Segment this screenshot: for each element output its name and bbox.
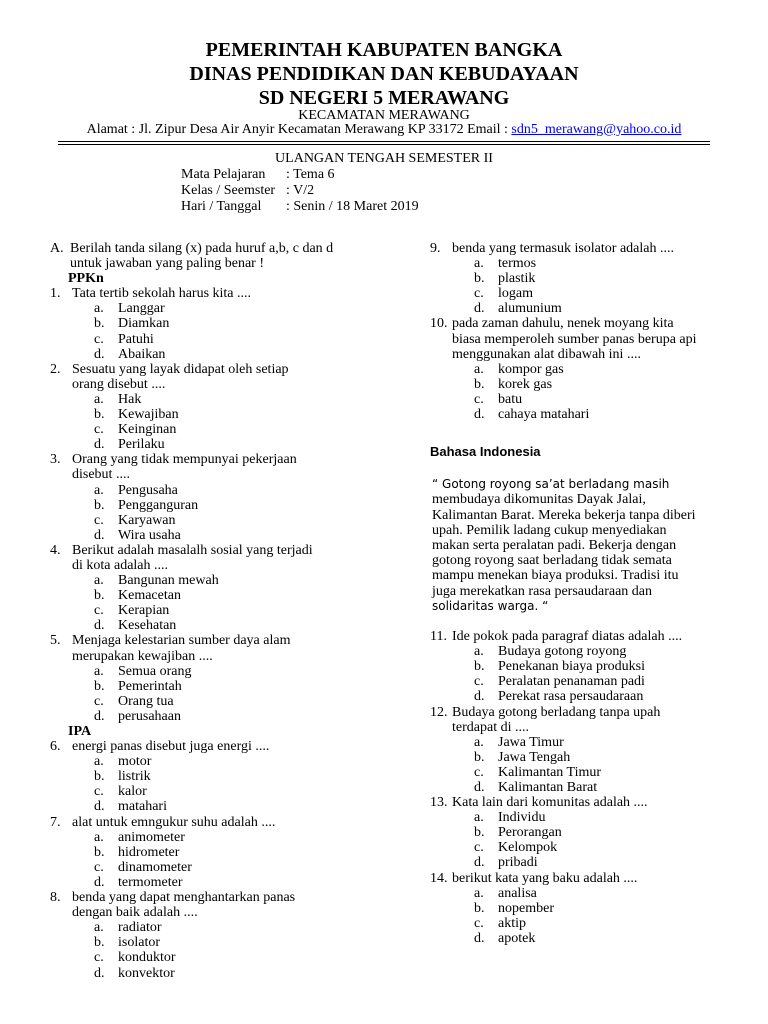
option-text: Diamkan [118,316,170,332]
answer-option[interactable] [50,845,380,860]
question-text: Menjaga kelestarian sumber daya alam [72,633,291,649]
option-letter: c. [474,391,484,407]
option-letter: c. [94,422,104,438]
option-letter: a. [94,829,104,845]
answer-option[interactable] [50,966,380,981]
passage-line: juga merekatkan rasa persaudaraan dan [432,583,652,599]
option-text: Pengganguran [118,497,199,513]
meta-class-label: Kelas / Seemster [181,183,276,198]
answer-option[interactable] [430,407,740,422]
answer-option[interactable] [430,286,740,301]
header-divider [58,141,710,142]
question-text: biasa memperoleh sumber panas berupa api [452,331,697,347]
answer-option[interactable] [430,765,740,780]
answer-option[interactable] [50,664,380,679]
option-text: Perilaku [118,437,165,453]
answer-option[interactable] [430,659,740,674]
option-text: Peralatan penanaman padi [498,674,645,690]
answer-option[interactable] [50,332,380,347]
option-letter: c. [474,840,484,856]
option-text: Abaikan [118,346,166,362]
option-letter: b. [94,497,105,513]
option-letter: c. [94,859,104,875]
header-kecamatan: KECAMATAN MERAWANG [298,108,470,123]
option-letter: a. [474,361,484,377]
question-number: 14. [430,870,448,886]
answer-option[interactable] [430,674,740,689]
option-text: korek gas [498,376,553,392]
option-text: Orang tua [118,693,174,709]
option-letter: a. [474,644,484,660]
option-text: Individu [498,810,546,826]
option-letter: b. [474,749,485,765]
answer-option[interactable] [50,483,380,498]
option-letter: b. [94,588,105,604]
option-letter: d. [94,527,105,543]
passage-line: solidaritas warga. “ [432,598,549,613]
question-number: 7. [50,814,61,830]
question-number: 5. [50,633,61,649]
option-letter: b. [474,376,485,392]
question-11 [430,629,740,704]
passage-line: membudaya dikomunitas Dayak Jalai, [432,492,646,508]
option-text: hidrometer [118,844,180,860]
question-text: energi panas disebut juga energi .... [72,739,270,755]
answer-option[interactable] [50,316,380,331]
question-list-ppkn [50,286,380,724]
option-text: matahari [118,799,167,815]
option-text: Kesehatan [118,618,177,634]
question-12 [430,705,740,796]
option-letter: a. [94,573,104,589]
spacer [430,614,740,629]
question-text: di kota adalah .... [72,557,169,573]
option-letter: b. [474,900,485,916]
question-text: orang disebut .... [72,376,166,392]
question-text: benda yang termasuk isolator adalah .... [452,241,674,256]
left-column [50,241,380,981]
meta-subject-value: : Tema 6 [286,167,335,182]
answer-option[interactable] [50,754,380,769]
option-text: Kerapian [118,603,170,619]
question-5 [50,633,380,724]
answer-option[interactable] [430,855,740,870]
option-letter: b. [474,659,485,675]
option-text: kalor [118,784,147,800]
option-text: radiator [118,920,162,936]
header-address [0,122,768,138]
question-text: terdapat di .... [452,719,529,735]
option-letter: d. [94,437,105,453]
section-bahasa-indonesia: Bahasa Indonesia [430,444,541,460]
question-4 [50,543,380,634]
option-letter: a. [474,734,484,750]
option-text: logam [498,286,533,302]
option-letter: d. [474,689,485,705]
question-list-bahasa [430,629,740,946]
question-14 [430,871,740,946]
option-text: aktip [498,915,526,931]
passage-line: upah. Pemilik ladang cukup menyediakan [432,522,667,538]
answer-option[interactable] [430,840,740,855]
answer-option[interactable] [430,271,740,286]
answer-option[interactable] [50,935,380,950]
passage-line: gotong royong saat berladang tidak semata [432,553,672,569]
answer-option[interactable] [50,603,380,618]
option-letter: c. [94,950,104,966]
question-1 [50,286,380,361]
question-text: Kata lain dari komunitas adalah .... [452,795,648,811]
instruction-line: untuk jawaban yang paling benar ! [70,256,264,272]
option-letter: c. [94,693,104,709]
option-letter: d. [94,799,105,815]
answer-option[interactable] [430,886,740,901]
option-text: Kewajiban [118,407,179,423]
header-government: PEMERINTAH KABUPATEN BANGKA [205,39,563,61]
question-number: 2. [50,361,61,377]
option-text: Jawa Tengah [498,749,571,765]
question-text: Sesuatu yang layak didapat oleh setiap [72,361,289,377]
answer-option[interactable] [430,810,740,825]
option-letter: a. [94,391,104,407]
question-number: 1. [50,286,61,302]
option-text: konvektor [118,965,175,981]
spacer [430,459,740,477]
answer-option[interactable] [50,679,380,694]
meta-class [181,183,314,199]
answer-option[interactable] [430,256,740,271]
option-text: pribadi [498,855,538,871]
question-text: berikut kata yang baku adalah .... [452,870,638,886]
option-text: perusahaan [118,708,181,724]
option-letter: a. [94,301,104,317]
option-text: animometer [118,829,185,845]
answer-option[interactable] [430,377,740,392]
option-text: analisa [498,885,537,901]
right-column [430,241,740,946]
answer-option[interactable] [430,689,740,704]
answer-option[interactable] [430,301,740,316]
option-text: Karyawan [118,512,176,528]
answer-option[interactable] [50,513,380,528]
option-letter: a. [474,810,484,826]
question-number: 4. [50,542,61,558]
meta-date-label: Hari / Tanggal [181,199,262,214]
question-8 [50,890,380,981]
option-letter: d. [94,346,105,362]
section-ppkn: PPKn [68,271,104,287]
meta-subject [181,167,335,183]
option-letter: c. [474,764,484,780]
option-letter: d. [94,874,105,890]
option-text: Wira usaha [118,527,181,543]
question-text: Orang yang tidak mempunyai pekerjaan [72,452,297,468]
question-7 [50,815,380,890]
option-text: motor [118,754,152,770]
answer-option[interactable] [50,830,380,845]
answer-option[interactable] [430,362,740,377]
question-2 [50,362,380,453]
header-divider-thin [58,144,710,145]
option-letter: c. [94,784,104,800]
question-text: disebut .... [72,467,130,483]
question-text: Berikut adalah masalalh sosial yang terjadi [72,542,313,558]
question-text: Budaya gotong berladang tanpa upah [452,704,661,720]
question-text: benda yang dapat menghantarkan panas [72,890,296,906]
instruction [50,241,380,271]
option-letter: b. [474,825,485,841]
spacer [430,422,740,444]
option-letter: d. [474,301,485,317]
question-number: 12. [430,704,448,720]
question-text: pada zaman dahulu, nenek moyang kita [452,316,674,332]
option-text: termometer [118,874,183,890]
option-text: alumunium [498,301,562,317]
passage-line: “ Gotong royong sa’at berladang masih [432,477,670,492]
option-text: Langgar [118,301,165,317]
option-text: batu [498,391,523,407]
answer-option[interactable] [50,784,380,799]
address-text: Alamat : Jl. Zipur Desa Air Anyir Kecamatan Merawang KP 33172 Email : [86,122,512,137]
option-text: plastik [498,271,536,287]
answer-option[interactable] [50,573,380,588]
question-text: Tata tertib sekolah harus kita .... [72,286,252,302]
passage-line: Kalimantan Barat. Mereka bekerja tanpa diberi [432,507,696,523]
option-text: kompor gas [498,361,564,377]
meta-date-value: : Senin / 18 Maret 2019 [286,199,419,214]
option-letter: c. [94,512,104,528]
option-text: Kalimantan Barat [498,779,598,795]
answer-option[interactable] [430,750,740,765]
option-letter: b. [94,844,105,860]
instruction-line: Berilah tanda silang (x) pada huruf a,b, c dan d [70,241,334,256]
answer-option[interactable] [50,950,380,965]
option-text: termos [498,256,537,272]
answer-option[interactable] [50,301,380,316]
question-6 [50,739,380,814]
option-letter: a. [474,256,484,272]
option-letter: d. [474,407,485,423]
question-text: alat untuk emngukur suhu adalah .... [72,814,276,830]
option-letter: a. [474,885,484,901]
exam-title: ULANGAN TENGAH SEMESTER II [275,151,493,166]
option-letter: d. [94,618,105,634]
option-letter: a. [94,663,104,679]
option-text: Perekat rasa persaudaraan [498,689,644,705]
option-letter: a. [94,754,104,770]
option-letter: b. [94,678,105,694]
option-letter: b. [94,935,105,951]
question-text: menggunakan alat dibawah ini .... [452,346,641,362]
meta-date [181,199,419,215]
meta-subject-label: Mata Pelajaran [181,167,266,182]
answer-option[interactable] [430,780,740,795]
question-number: 13. [430,795,448,811]
option-text: Jawa Timur [498,734,564,750]
question-9 [430,241,740,316]
option-text: Kelompok [498,840,558,856]
option-text: Perorangan [498,825,562,841]
option-letter: b. [94,407,105,423]
option-text: Budaya gotong royong [498,644,627,660]
passage-line: makan serta peralatan padi. Bekerja dengan [432,538,677,554]
answer-option[interactable] [50,347,380,362]
section-ipa: IPA [68,724,92,739]
answer-option[interactable] [50,769,380,784]
option-letter: c. [94,331,104,347]
answer-option[interactable] [430,931,740,946]
question-13 [430,795,740,870]
option-letter: d. [474,930,485,946]
option-letter: a. [94,920,104,936]
answer-option[interactable] [50,422,380,437]
option-text: listrik [118,769,151,785]
question-list-ipa-cont [430,241,740,422]
answer-option[interactable] [430,825,740,840]
option-letter: a. [94,482,104,498]
question-number: 3. [50,452,61,468]
header-school: SD NEGERI 5 MERAWANG [258,87,510,109]
answer-option[interactable] [50,799,380,814]
answer-option[interactable] [50,437,380,452]
question-text: Ide pokok pada paragraf diatas adalah .... [452,629,683,645]
question-3 [50,452,380,543]
option-text: Kemacetan [118,588,181,604]
answer-option[interactable] [430,735,740,750]
question-list-ipa [50,739,380,981]
question-number: 11. [430,629,447,645]
option-letter: c. [474,674,484,690]
option-text: Hak [118,391,142,407]
answer-option[interactable] [430,392,740,407]
option-text: konduktor [118,950,176,966]
option-text: apotek [498,930,536,946]
option-text: Keinginan [118,422,177,438]
passage-line: mampu menekan biaya produksi. Tradisi itu [432,568,679,584]
answer-option[interactable] [50,709,380,724]
answer-option[interactable] [430,644,740,659]
option-text: Penekanan biaya produksi [498,659,645,675]
answer-option[interactable] [50,528,380,543]
email-link[interactable]: sdn5_merawang@yahoo.co.id [511,122,682,137]
answer-option[interactable] [430,916,740,931]
instruction-number: A. [50,241,64,256]
reading-passage [430,477,740,614]
option-text: Patuhi [118,331,154,347]
option-text: Bangunan mewah [118,573,219,589]
answer-option[interactable] [50,875,380,890]
answer-option[interactable] [50,392,380,407]
meta-class-value: : V/2 [286,183,315,198]
option-text: dinamometer [118,859,192,875]
option-letter: b. [94,769,105,785]
question-text: dengan baik adalah .... [72,905,198,921]
answer-option[interactable] [50,618,380,633]
option-letter: d. [94,965,105,981]
option-text: Semua orang [118,663,192,679]
answer-option[interactable] [50,860,380,875]
option-letter: d. [94,708,105,724]
option-letter: b. [474,271,485,287]
answer-option[interactable] [430,901,740,916]
header-department: DINAS PENDIDIKAN DAN KEBUDAYAAN [189,63,579,85]
question-number: 9. [430,241,441,256]
option-text: nopember [498,900,554,916]
option-letter: b. [94,316,105,332]
option-letter: c. [94,603,104,619]
option-letter: d. [474,855,485,871]
option-text: Pemerintah [118,678,182,694]
question-number: 6. [50,739,61,755]
question-number: 8. [50,890,61,906]
question-number: 10. [430,316,448,332]
option-letter: c. [474,286,484,302]
question-text: merupakan kewajiban .... [72,648,213,664]
answer-option[interactable] [50,407,380,422]
option-letter: c. [474,915,484,931]
question-10 [430,316,740,422]
option-text: Kalimantan Timur [498,764,602,780]
option-text: cahaya matahari [498,407,590,423]
option-text: isolator [118,935,160,951]
option-text: Pengusaha [118,482,178,498]
answer-option[interactable] [50,588,380,603]
answer-option[interactable] [50,498,380,513]
answer-option[interactable] [50,694,380,709]
answer-option[interactable] [50,920,380,935]
option-letter: d. [474,779,485,795]
